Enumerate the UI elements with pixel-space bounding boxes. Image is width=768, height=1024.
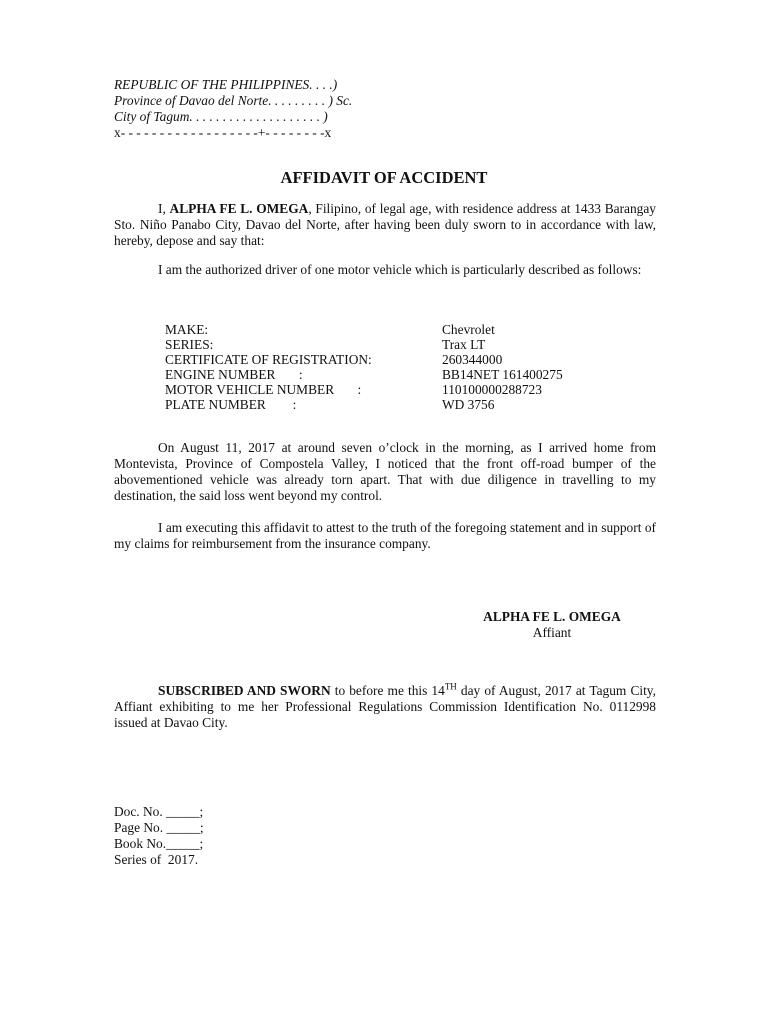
- vehicle-label: SERIES:: [165, 337, 214, 352]
- jurat-text-2: day of August, 2017 at Tagum City, Affiant exhibiting to me her Professional Regulations Commission Identification No. 0112998 issued at Davao City.: [114, 683, 656, 730]
- vehicle-label: MOTOR VEHICLE NUMBER :: [165, 382, 362, 397]
- jurat-paragraph: [114, 683, 656, 731]
- vehicle-value: Trax LT: [442, 337, 486, 352]
- venue-block: [114, 77, 352, 141]
- intro-paragraph: [114, 201, 656, 249]
- signature-block: [452, 609, 652, 641]
- vehicle-value: 260344000: [442, 352, 503, 367]
- vehicle-value: WD 3756: [442, 397, 495, 412]
- vehicle-value: 110100000288723: [442, 382, 542, 397]
- vehicle-details: [165, 322, 625, 412]
- intro-prefix: I,: [158, 201, 166, 216]
- purpose-text: I am executing this affidavit to attest to the truth of the foregoing statement and in support of my claims for reimbursement from the insurance company.: [114, 520, 656, 551]
- incident-paragraph: [114, 440, 656, 504]
- notary-details: [114, 804, 204, 868]
- venue-republic: REPUBLIC OF THE PHILIPPINES. . . .): [114, 77, 338, 92]
- notary-book-no: Book No._____;: [114, 836, 204, 851]
- intro-text: , Filipino, of legal age, with residence address at 1433 Barangay Sto. Niño Panabo City, Davao del Norte, after having been duly sworn to in accordance with law, hereby, depose and say that:: [114, 201, 657, 248]
- affiant-role: Affiant: [532, 625, 572, 640]
- driver-statement: [114, 262, 656, 278]
- vehicle-label: PLATE NUMBER :: [165, 397, 297, 412]
- jurat-ordinal: TH: [444, 681, 457, 692]
- vehicle-row-series: [165, 337, 625, 352]
- driver-statement-text: I am the authorized driver of one motor vehicle which is particularly described as follows:: [158, 262, 642, 277]
- affiant-name-inline: ALPHA FE L. OMEGA: [169, 201, 309, 216]
- vehicle-row-plate: [165, 397, 625, 412]
- vehicle-label: MAKE:: [165, 322, 209, 337]
- incident-text: On August 11, 2017 at around seven o’clock in the morning, as I arrived home from Montevista, Province of Compostela Valley, I noticed that the front off-road bumper of the abovementioned vehicle was already torn apart. That with due diligence in travelling to my destination, the said loss went beyond my control.: [114, 440, 656, 503]
- document-title: AFFIDAVIT OF ACCIDENT: [280, 168, 488, 187]
- jurat-heading: SUBSCRIBED AND SWORN: [158, 683, 331, 698]
- notary-doc-no: Doc. No. _____;: [114, 804, 204, 819]
- vehicle-row-engine: [165, 367, 625, 382]
- vehicle-value: Chevrolet: [442, 322, 495, 337]
- purpose-paragraph: [114, 520, 656, 552]
- venue-separator: x- - - - - - - - - - - - - - - - - -+- - - - - - - -x: [114, 125, 332, 140]
- vehicle-label: CERTIFICATE OF REGISTRATION:: [165, 352, 372, 367]
- vehicle-row-mv-number: [165, 382, 625, 397]
- affiant-name: ALPHA FE L. OMEGA: [483, 609, 621, 624]
- notary-page-no: Page No. _____;: [114, 820, 204, 835]
- vehicle-row-make: [165, 322, 625, 337]
- venue-province: Province of Davao del Norte. . . . . . . . . ) Sc.: [114, 93, 353, 108]
- vehicle-value: BB14NET 161400275: [442, 367, 563, 382]
- notary-series: Series of 2017.: [114, 852, 199, 867]
- venue-city: City of Tagum. . . . . . . . . . . . . . . . . . . . ): [114, 109, 328, 124]
- vehicle-label: ENGINE NUMBER :: [165, 367, 303, 382]
- jurat-text-1: to before me this 14: [330, 683, 445, 698]
- vehicle-row-registration: [165, 352, 625, 367]
